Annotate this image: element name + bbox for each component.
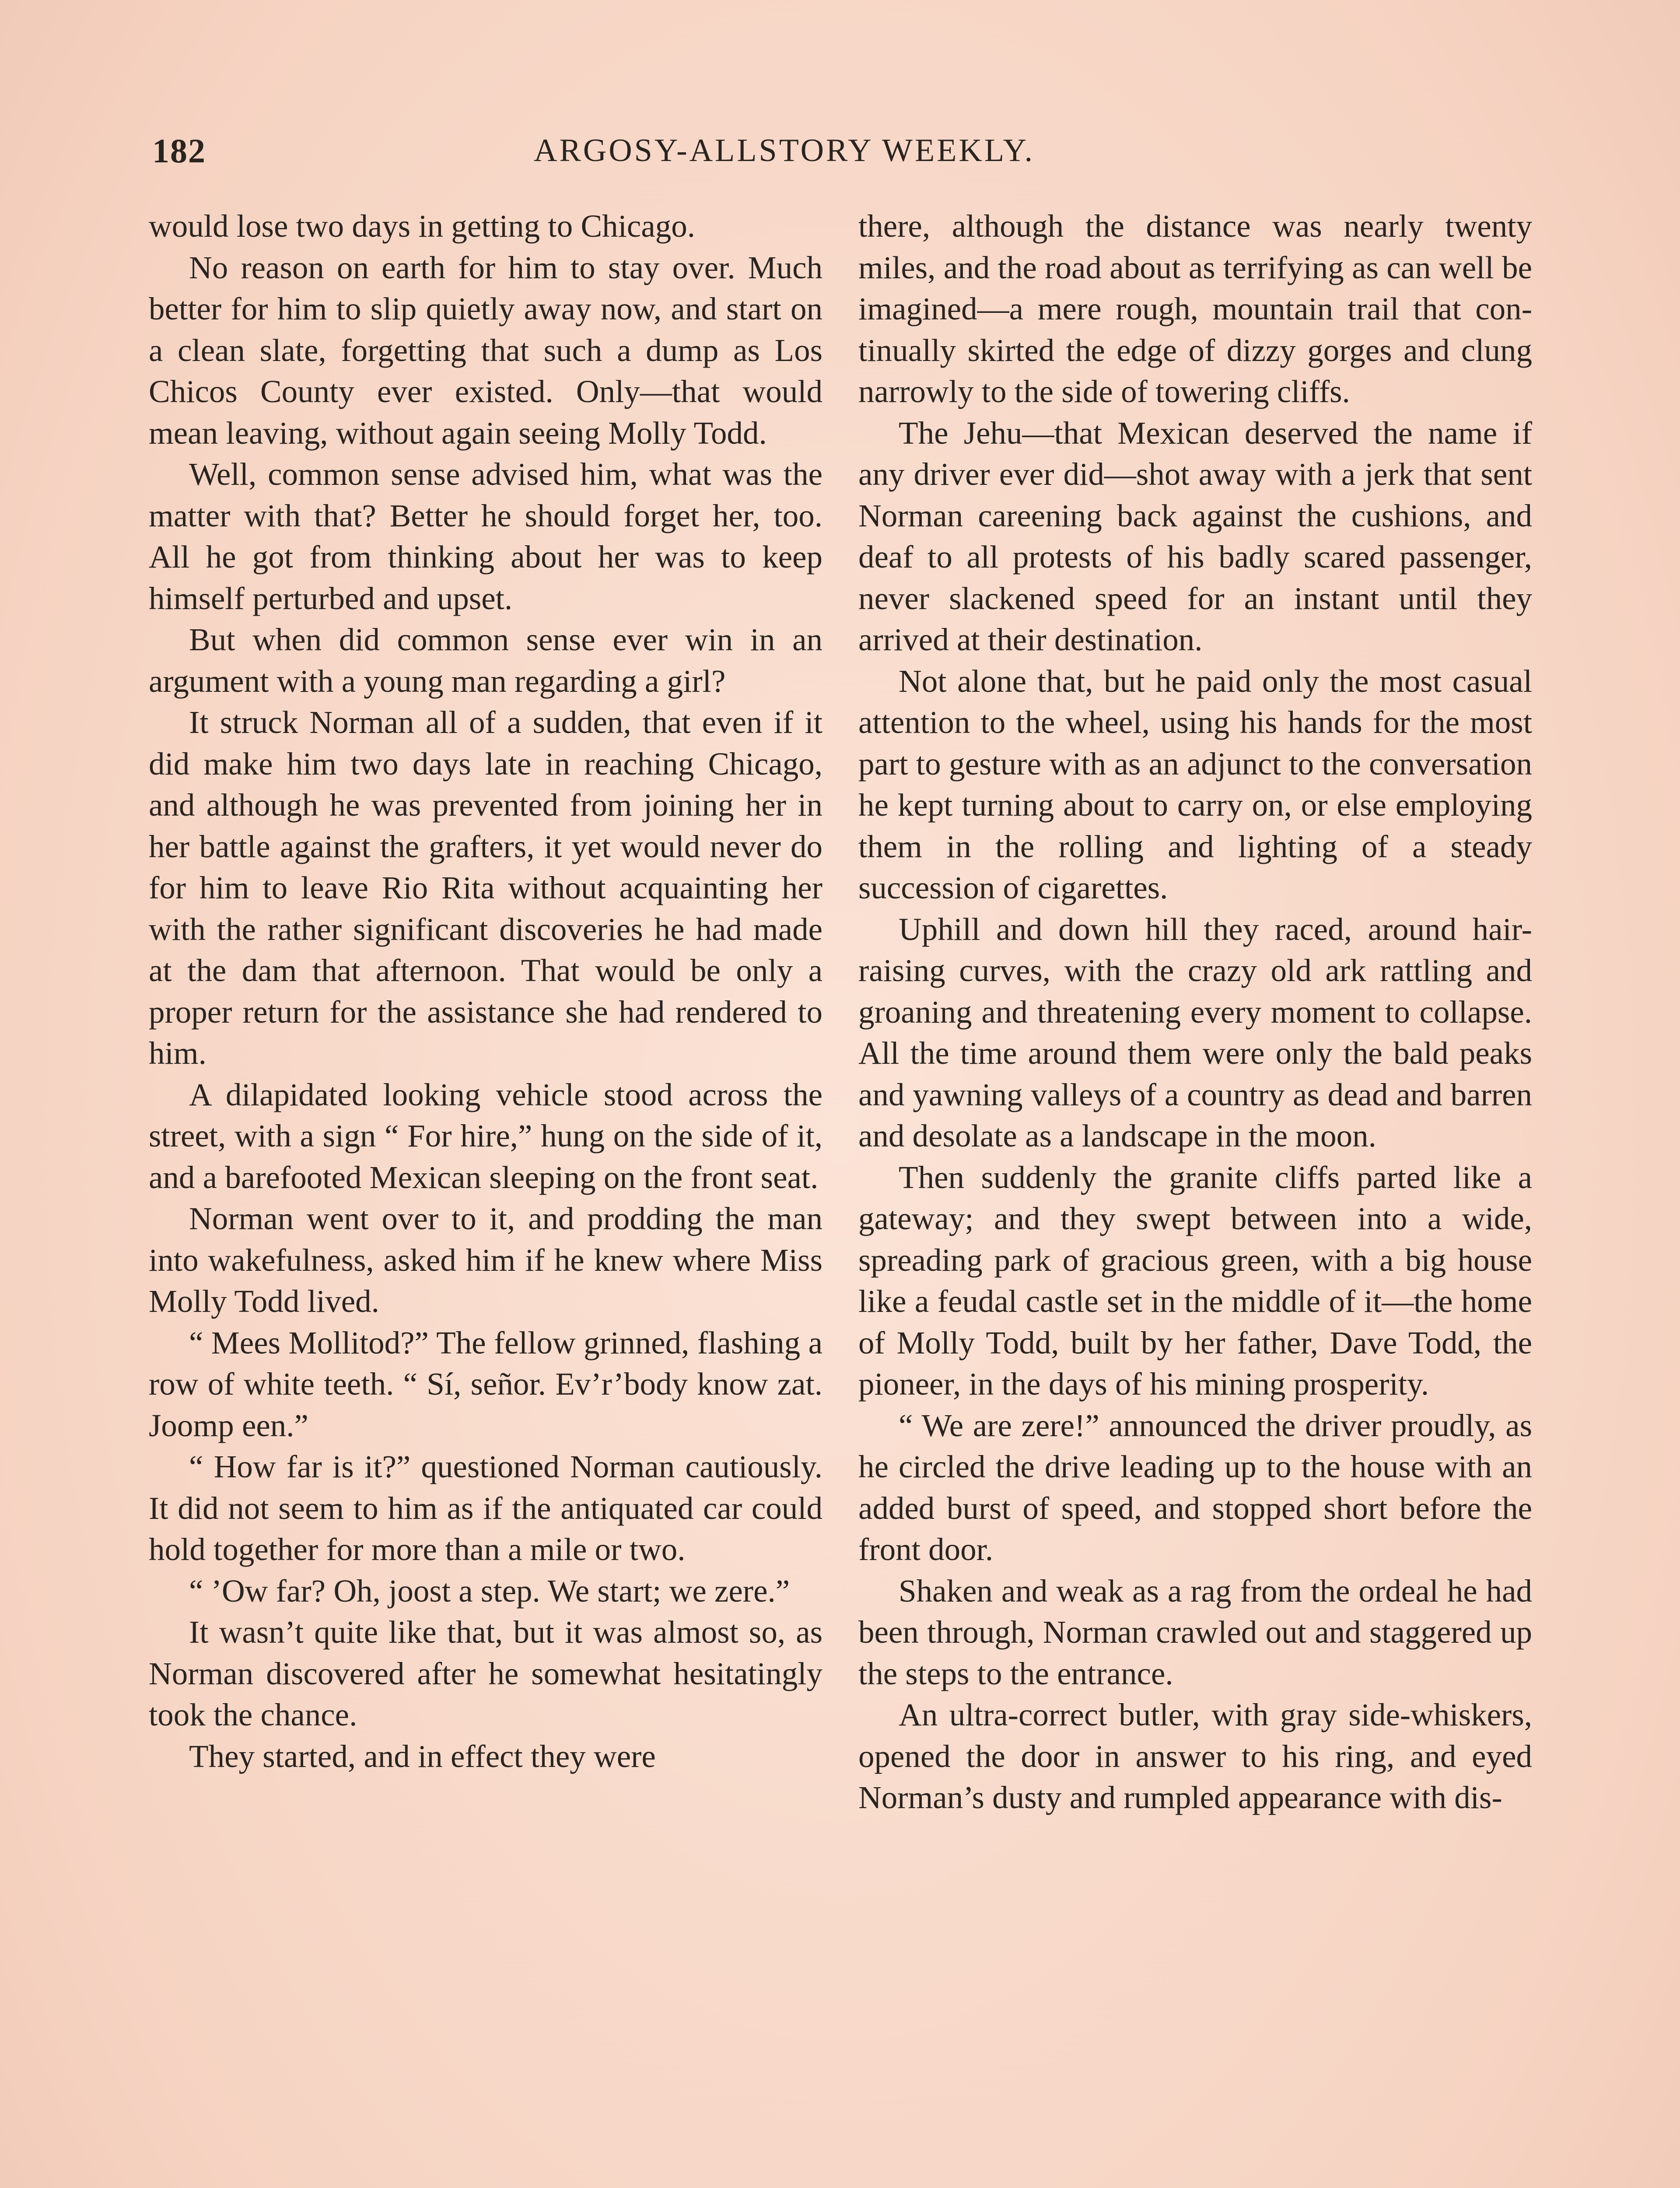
paragraph: It struck Norman all of a sudden, that even if it did make him two days late in reaching Chicago, and although he was prevented from joining her in her battle against the grafters, it yet would never do for him to leave Rio Rita without acquainting her with the rather significant discoveries he had made at the dam that afternoon. That would be only a proper return for the assistance she had rendered to him. <box>149 705 822 1071</box>
magazine-title: ARGOSY-ALLSTORY WEEKLY. <box>534 133 1035 168</box>
paragraph: “ We are zere!” announced the driver proudly, as he circled the drive leading up to the house with an added burst of speed, and stopped short before the front door. <box>858 1407 1532 1567</box>
paragraph: Then suddenly the granite cliffs parted like a gateway; and they swept between into a wide, spreading park of gracious green, with a big house like a feudal castle set in the middle of it—the home of Molly Todd, built by her father, Dave Todd, the pioneer, in the days of his mining prosperity. <box>858 1159 1532 1402</box>
paragraph: No reason on earth for him to stay over. Much better for him to slip quietly away now, and start on a clean slate, forgetting that such a dump as Los Chicos County ever existed. Only—that would mean leaving, without again seeing Molly Todd. <box>149 249 822 451</box>
paragraph: “ Mees Mollitod?” The fellow grinned, flashing a row of white teeth. “ Sí, señor. Ev’r’body know zat. Joomp een.” <box>149 1325 822 1443</box>
paragraph: Well, common sense advised him, what was the matter with that? Better he should forget her, too. All he got from thinking about her was to keep himself perturbed and upset. <box>149 456 822 616</box>
paragraph: The Jehu—that Mexican deserved the name if any driver ever did—shot away with a jerk that sent Norman careening back against the cushions, and deaf to all protests of his badly scared passenger, never slackened speed for an instant until they arrived at their destination. <box>858 415 1532 657</box>
left-column <box>149 206 822 1777</box>
paragraph: Shaken and weak as a rag from the ordeal he had been through, Norman crawled out and staggered up the steps to the entrance. <box>858 1573 1532 1691</box>
paragraph: They started, and in effect they were <box>189 1738 656 1774</box>
paragraph: But when did common sense ever win in an argument with a young man regarding a girl? <box>149 622 822 699</box>
right-column <box>858 206 1532 1819</box>
running-head <box>0 131 1680 179</box>
paragraph: there, although the distance was nearly twenty miles, and the road about as terrifying as can well be imagined—a mere rough, mountain trail that continually skirted the edge of dizzy gorges and clung narrowly to the side of towering cliffs. <box>858 208 1532 409</box>
paragraph: It wasn’t quite like that, but it was almost so, as Norman discovered after he somewhat hesitatingly took the chance. <box>149 1614 822 1732</box>
paragraph: Norman went over to it, and prodding the man into wakefulness, asked him if he knew where Miss Molly Todd lived. <box>149 1201 822 1319</box>
paragraph: would lose two days in getting to Chicago. <box>149 208 695 244</box>
paragraph: A dilapidated looking vehicle stood across the street, with a sign “ For hire,” hung on the side of it, and a barefooted Mexican sleeping on the front seat. <box>149 1076 822 1195</box>
paragraph: “ How far is it?” questioned Norman cautiously. It did not seem to him as if the antiquated car could hold together for more than a mile or two. <box>149 1449 822 1567</box>
page-number: 182 <box>152 132 206 170</box>
paragraph: Not alone that, but he paid only the most casual attention to the wheel, using his hands for the most part to gesture with as an adjunct to the conversation he kept turning about to carry on, or else employing them in the rolling and lighting of a steady succession of cigarettes. <box>858 663 1532 905</box>
paragraph: Uphill and down hill they raced, around hair-raising curves, with the crazy old ark rattling and groaning and threatening every moment to collapse. All the time around them were only the bald peaks and yawning valleys of a country as dead and barren and desolate as a landscape in the moon. <box>858 911 1532 1154</box>
paragraph: An ultra-correct butler, with gray side-whiskers, opened the door in answer to his ring, and eyed Norman’s dusty and rumpled appearance with dis- <box>858 1697 1532 1815</box>
paragraph: “ ’Ow far? Oh, joost a step. We start; we zere.” <box>189 1573 790 1609</box>
